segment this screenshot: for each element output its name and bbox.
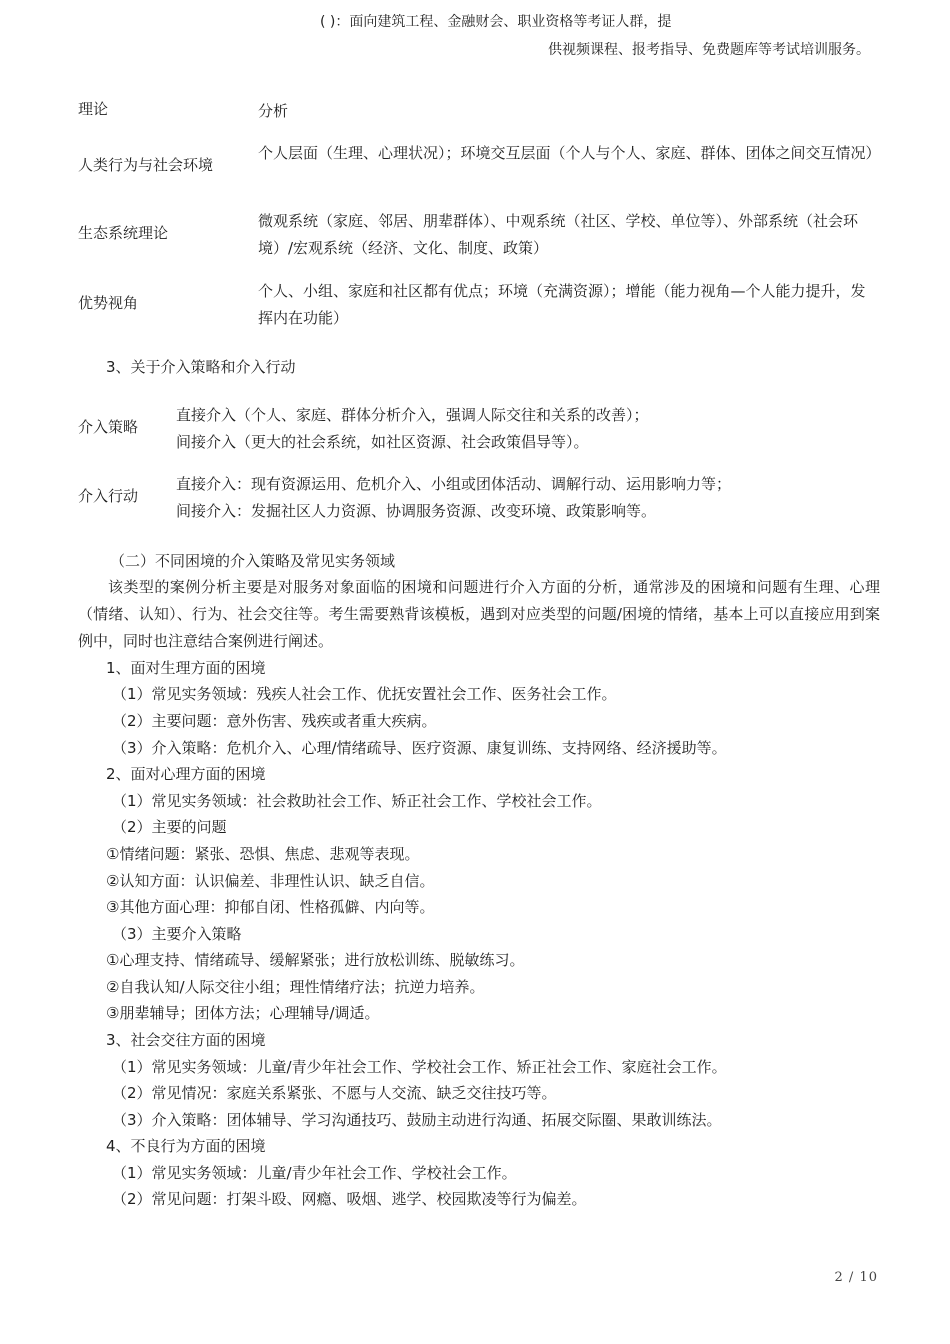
list-item: （1）常见实务领域：残疾人社会工作、优抚安置社会工作、医务社会工作。 xyxy=(112,685,617,703)
theory-analysis: 微观系统（家庭、邻居、朋辈群体）、中观系统（社区、学校、单位等）、外部系统（社会环境）/宏观系统（经济、文化、制度、政策） xyxy=(258,212,859,257)
list-item: ③朋辈辅导；团体方法；心理辅导/调适。 xyxy=(106,1004,380,1022)
list-item: （1）常见实务领域：儿童/青少年社会工作、学校社会工作。 xyxy=(112,1164,517,1182)
theory-table-row xyxy=(78,208,880,262)
theory-table-header xyxy=(78,98,880,122)
list-item: 3、社会交往方面的困境 xyxy=(106,1031,266,1049)
strategy-table-row xyxy=(78,402,880,456)
part-title: （二）不同困境的介入策略及常见实务领域 xyxy=(110,552,396,570)
strategy-label: 介入策略 xyxy=(78,418,139,436)
list-item: ①心理支持、情绪疏导、缓解紧张；进行放松训练、脱敏练习。 xyxy=(106,951,525,969)
strategy-line: 间接介入（更大的社会系统，如社区资源、社会政策倡导等）。 xyxy=(176,433,589,451)
list-item: 2、面对心理方面的困境 xyxy=(106,765,266,783)
theory-analysis: 个人、小组、家庭和社区都有优点；环境（充满资源）；增能（能力视角—个人能力提升，发挥内在功能） xyxy=(258,282,866,327)
strategy-text xyxy=(176,402,880,456)
header-line-1: ( )：面向建筑工程、金融财会、职业资格等考证人群，提 xyxy=(320,14,672,30)
list-item: （3）介入策略：团体辅导、学习沟通技巧、鼓励主动进行沟通、拓展交际圈、果敢训练法。 xyxy=(112,1111,722,1129)
intro-paragraph: 该类型的案例分析主要是对服务对象面临的困境和问题进行介入方面的分析，通常涉及的困境和问题有生理、心理（情绪、认知）、行为、社会交往等。考生需要熟背该模板，遇到对应类型的问题/困境的情绪，基本上可以直接应用到案例中，同时也注意结合案例进行阐述。 xyxy=(78,578,880,650)
list-item: （1）常见实务领域：社会救助社会工作、矫正社会工作、学校社会工作。 xyxy=(112,792,602,810)
list-item: （1）常见实务领域：儿童/青少年社会工作、学校社会工作、矫正社会工作、家庭社会工作。 xyxy=(112,1058,727,1076)
theory-column-header: 理论 xyxy=(78,100,109,118)
list-item: （3）主要介入策略 xyxy=(112,925,242,943)
list-item: ③其他方面心理：抑郁自闭、性格孤僻、内向等。 xyxy=(106,898,435,916)
page-number: 2 / 10 xyxy=(834,1270,878,1285)
list-item: ②认知方面：认识偏差、非理性认识、缺乏自信。 xyxy=(106,872,435,890)
list-item: 4、不良行为方面的困境 xyxy=(106,1137,266,1155)
page-header xyxy=(310,8,870,64)
theory-name: 人类行为与社会环境 xyxy=(78,156,214,174)
theory-name: 生态系统理论 xyxy=(78,224,169,242)
strategy-table-row xyxy=(78,471,880,525)
theory-table-row xyxy=(78,140,880,194)
list-item: ①情绪问题：紧张、恐惧、焦虑、悲观等表现。 xyxy=(106,845,420,863)
theory-name: 优势视角 xyxy=(78,294,139,312)
strategy-text xyxy=(176,471,880,525)
list-item: （2）主要问题：意外伤害、残疾或者重大疾病。 xyxy=(112,712,437,730)
section-heading: 3、关于介入策略和介入行动 xyxy=(106,358,296,376)
list-item: （2）常见问题：打架斗殴、网瘾、吸烟、逃学、校园欺凌等行为偏差。 xyxy=(112,1190,587,1208)
strategy-line: 直接介入（个人、家庭、群体分析介入，强调人际交往和关系的改善）； xyxy=(176,406,649,424)
header-line-2: 供视频课程、报考指导、免费题库等考试培训服务。 xyxy=(548,42,870,58)
list-item: ②自我认知/人际交往小组；理性情绪疗法；抗逆力培养。 xyxy=(106,978,485,996)
list-item: （3）介入策略：危机介入、心理/情绪疏导、医疗资源、康复训练、支持网络、经济援助等。 xyxy=(112,739,727,757)
analysis-column-header: 分析 xyxy=(258,102,289,120)
list-item: （2）主要的问题 xyxy=(112,818,227,836)
strategy-label: 介入行动 xyxy=(78,487,139,505)
list-item: 1、面对生理方面的困境 xyxy=(106,659,266,677)
list-item: （2）常见情况：家庭关系紧张、不愿与人交流、缺乏交往技巧等。 xyxy=(112,1084,557,1102)
theory-analysis: 个人层面（生理、心理状况）；环境交互层面（个人与个人、家庭、群体、团体之间交互情况） xyxy=(258,144,881,162)
strategy-line: 直接介入：现有资源运用、危机介入、小组或团体活动、调解行动、运用影响力等； xyxy=(176,475,732,493)
theory-table-row xyxy=(78,278,880,332)
strategy-line: 间接介入：发掘社区人力资源、协调服务资源、改变环境、政策影响等。 xyxy=(176,502,657,520)
